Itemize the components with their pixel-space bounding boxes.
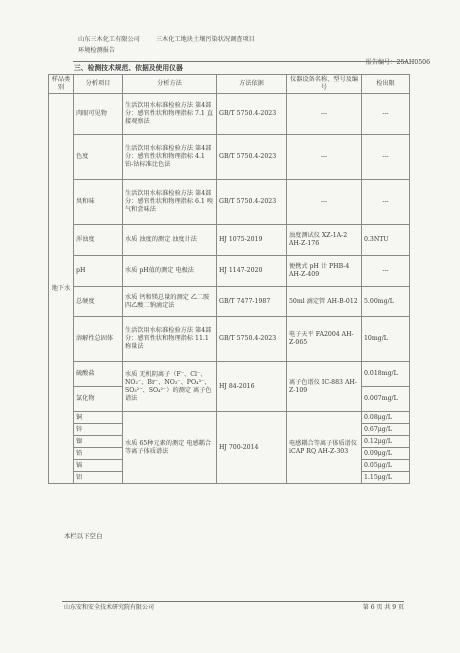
company-name: 山东三木化工有限公司 [78, 36, 140, 43]
method-cell: 生活饮用水标准检验方法 第4部分：感官性状和物理指标 6.1 嗅气和尝味法 [123, 180, 217, 225]
limit-cell: --- [362, 135, 410, 180]
header-limit: 检出限 [362, 75, 410, 94]
method-cell: 水质 钙和镁总量的测定 乙二胺四乙酸二钠滴定法 [123, 287, 217, 317]
footer-divider [62, 601, 404, 602]
project-name: 三木化工地块土壤污染状况调查项目 [155, 36, 255, 43]
limit-cell: --- [362, 256, 410, 287]
item-cell: 铜 [74, 412, 123, 424]
instrument-cell: 便携式 pH 计 PHB-4 AH-Z-409 [287, 256, 362, 287]
basis-cell: GB/T 5750.4-2023 [217, 180, 287, 225]
instrument-cell: 离子色谱仪 IC-883 AH-Z-109 [287, 362, 362, 412]
table-row [49, 256, 410, 287]
instrument-cell: 电感耦合等离子体质谱仪 iCAP RQ AH-Z-303 [287, 412, 362, 484]
limit-cell: 0.09μg/L [362, 448, 410, 460]
method-cell: 生活饮用水标准检验方法 第4部分：感官性状和物理指标 11.1 称量法 [123, 317, 217, 362]
basis-cell: GB/T 7477-1987 [217, 287, 287, 317]
basis-cell: GB/T 5750.4-2023 [217, 317, 287, 362]
limit-cell: 0.08μg/L [362, 412, 410, 424]
table-header-row [49, 75, 410, 94]
report-number: 报告编号：25AH0506 [365, 59, 430, 67]
end-note: 本栏以下空白 [64, 532, 103, 540]
header-item: 分析项目 [74, 75, 123, 94]
item-cell: 色度 [74, 135, 123, 180]
limit-cell: 0.3NTU [362, 225, 410, 256]
method-cell: 水质 65种元素的测定 电感耦合等离子体质谱法 [123, 412, 217, 484]
item-cell: 臭和味 [74, 180, 123, 225]
header-divider [73, 61, 407, 62]
header-basis: 方法依据 [217, 75, 287, 94]
page-footer [64, 604, 404, 612]
instrument-cell: 浊度测试仪 XZ-1A-2 AH-Z-176 [287, 225, 362, 256]
table-row [49, 135, 410, 180]
limit-cell: --- [362, 94, 410, 135]
limit-cell: 0.007mg/L [362, 387, 410, 412]
limit-cell: 10mg/L [362, 317, 410, 362]
table-row [49, 225, 410, 256]
header-method: 分析方法 [123, 75, 217, 94]
limit-cell: --- [362, 180, 410, 225]
item-cell: 铝 [74, 472, 123, 484]
instrument-cell: --- [287, 180, 362, 225]
item-cell: 肉眼可见物 [74, 94, 123, 135]
item-cell: 浑浊度 [74, 225, 123, 256]
instrument-cell: 50ml 滴定管 AH-B-012 [287, 287, 362, 317]
instrument-cell: 电子天平 FA2004 AH-Z-065 [287, 317, 362, 362]
item-cell: 总硬度 [74, 287, 123, 317]
limit-cell: 5.00mg/L [362, 287, 410, 317]
table-row [49, 180, 410, 225]
basis-cell: HJ 84-2016 [217, 362, 287, 412]
table-row [49, 287, 410, 317]
method-cell: 生活饮用水标准检验方法 第4部分：感官性状和物理指标 4.1 铂-钴标准比色法 [123, 135, 217, 180]
page-header [78, 36, 430, 67]
header-instrument: 仪器设备名称、型号及编号 [287, 75, 362, 94]
report-type: 环境检测报告 [78, 47, 116, 55]
basis-cell: HJ 1147-2020 [217, 256, 287, 287]
section-title: 三、检测技术规范、依据及使用仪器 [74, 64, 183, 72]
item-cell: 溶解性总固体 [74, 317, 123, 362]
basis-cell: HJ 1075-2019 [217, 225, 287, 256]
method-cell: 水质 浊度的测定 浊度计法 [123, 225, 217, 256]
header-sample-type: 样品类别 [49, 75, 74, 94]
instrument-cell: --- [287, 94, 362, 135]
item-cell: 锌 [74, 424, 123, 436]
item-cell: 铅 [74, 448, 123, 460]
instrument-cell: --- [287, 135, 362, 180]
item-cell: 硫酸盐 [74, 362, 123, 387]
basis-cell: HJ 700-2014 [217, 412, 287, 484]
limit-cell: 0.12μg/L [362, 436, 410, 448]
table-row [49, 362, 410, 387]
basis-cell: GB/T 5750.4-2023 [217, 135, 287, 180]
basis-cell: GB/T 5750.4-2023 [217, 94, 287, 135]
institute-name: 山东安和安全技术研究院有限公司 [64, 604, 155, 611]
limit-cell: 0.05μg/L [362, 460, 410, 472]
table-row [49, 94, 410, 135]
item-cell: 镍 [74, 436, 123, 448]
method-table [48, 74, 410, 484]
limit-cell: 0.018mg/L [362, 362, 410, 387]
table-row [49, 412, 410, 424]
method-cell: 水质 pH值的测定 电极法 [123, 256, 217, 287]
method-cell: 生活饮用水标准检验方法 第4部分：感官性状和物理指标 7.1 直接观察法 [123, 94, 217, 135]
limit-cell: 0.67μg/L [362, 424, 410, 436]
table-row [49, 317, 410, 362]
limit-cell: 1.15μg/L [362, 472, 410, 484]
sample-type-cell: 地下水 [49, 94, 74, 484]
item-cell: pH [74, 256, 123, 287]
page-number: 第 6 页 共 9 页 [362, 604, 404, 611]
item-cell: 氯化物 [74, 387, 123, 412]
method-cell: 水质 无机阴离子（F⁻、Cl⁻、NO₂⁻、Br⁻、NO₃⁻、PO₄³⁻、SO₃²⁻、SO₄²⁻）的测定 离子色谱法 [123, 362, 217, 412]
item-cell: 镉 [74, 460, 123, 472]
